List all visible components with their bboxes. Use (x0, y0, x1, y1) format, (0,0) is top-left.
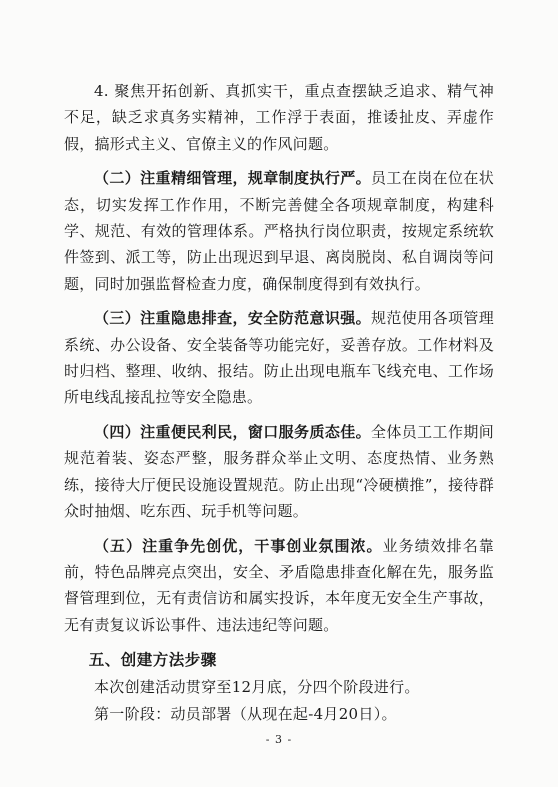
paragraph-item-4 (64, 78, 494, 157)
text-line-phase-one: 第一阶段：动员部署（从现在起-4月20日）。 (94, 704, 397, 723)
paragraph-lead: （五）注重争先创优，干事创业氛围浓。 (94, 536, 383, 555)
paragraph-section-2 (64, 165, 494, 297)
section-heading: 五、创建方法步骤 (88, 651, 217, 670)
paragraph-text: 4. 聚焦开拓创新、真抓实干，重点查摆缺乏追求、精气神不足，缺乏求真务实精神，工作浮于表面，推诿扯皮、弄虚作假，搞形式主义、官僚主义的作风问题。 (64, 82, 494, 153)
page-number: - 3 - (265, 733, 293, 746)
paragraph-section-5 (64, 533, 494, 639)
document-body (64, 78, 494, 727)
paragraph-lead: （二）注重精细管理，规章制度执行严。 (94, 169, 371, 188)
paragraph-text: 员工在岗在位在状态，切实发挥工作作用，不断完善健全各项规章制度，构建科学、规范、有效的管理体系。严格执行岗位职责，按规定系统软件签到、派工等，防止出现迟到早退、离岗脱岗、私自调岗等问题，同时加强监督检查力度，确保制度得到有效执行。 (64, 169, 494, 293)
paragraph-text: 全体员工工作期间规范着装、姿态严整，服务群众举止文明、态度热情、业务熟练，接待大厅便民设施设置规范。防止出现“冷硬横推”，接待群众时抽烟、吃东西、玩手机等问题。 (64, 422, 494, 521)
paragraph-lead: （四）注重便民利民，窗口服务质态佳。 (94, 422, 371, 441)
paragraph-text: 规范使用各项管理系统、办公设备、安全装备等功能完好，妥善存放。工作材料及时归档、整理、收纳、报结。防止出现电瓶车飞线充电、工作场所电线乱接乱拉等安全隐患。 (64, 309, 494, 407)
paragraph-text: 业务绩效排名靠前，特色品牌亮点突出，安全、矛盾隐患排查化解在先，服务监督管理到位，无有责信访和属实投诉，本年度无安全生产事故，无有责复议诉讼事件、违法违纪等问题。 (64, 536, 494, 634)
paragraph-section-4 (64, 419, 494, 525)
paragraph-lead: （三）注重隐患排查，安全防范意识强。 (94, 309, 371, 328)
text-line-schedule: 本次创建活动贯穿至12月底，分四个阶段进行。 (94, 678, 420, 697)
paragraph-section-3 (64, 305, 494, 411)
